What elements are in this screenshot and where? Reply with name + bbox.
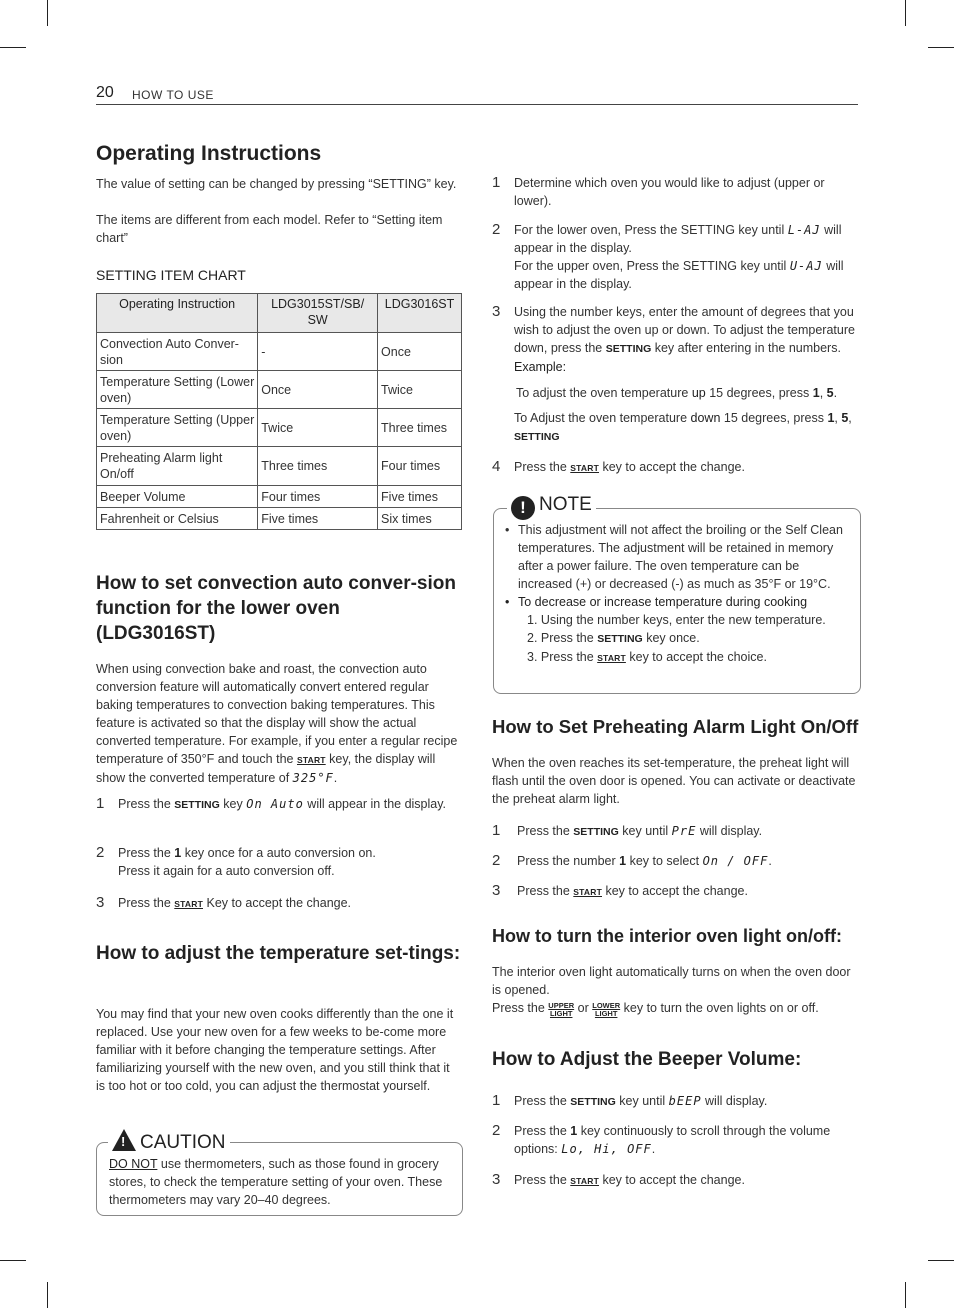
step-number: 2 [96, 844, 105, 861]
number-key: 1 [570, 1124, 578, 1138]
preheat-heading: How to Set Preheating Alarm Light On/Off [492, 716, 859, 737]
exclamation-icon: ! [511, 496, 535, 520]
step-text: Press the [514, 1173, 567, 1187]
table-cell: Six times [378, 508, 462, 530]
table-cell: Five times [378, 486, 462, 508]
setting-key-icon: SETTING [605, 343, 652, 355]
step-text: Press the [517, 884, 570, 898]
note-substep [505, 629, 853, 648]
table-cell: Twice [258, 409, 378, 447]
note-text: This adjustment will not affect the broiling or the Self Clean temperatures. The adjustment will be retained in memory after a power failure. The oven temperature can be increased (+) or decreased (-) as much as 35°F or 19°C. [518, 523, 843, 591]
setting-key-icon: SETTING [570, 1096, 616, 1108]
step-text: For the upper oven, Press the SETTING key until [514, 259, 787, 273]
note-substep: 1. Using the number keys, enter the new temperature. [527, 613, 826, 627]
setting-key-icon: SETTING [174, 799, 220, 811]
crop-mark [0, 1260, 26, 1261]
table-cell: Preheating Alarm light On/off [97, 447, 258, 486]
table-row [97, 371, 462, 409]
setting-item-chart [96, 293, 462, 530]
chart-heading: SETTING ITEM CHART [96, 267, 246, 283]
step-number: 3 [492, 303, 501, 320]
step-number: 1 [96, 795, 105, 812]
table-cell: Temperature Setting (Lower oven) [97, 371, 258, 409]
beeper-step-1 [492, 1092, 858, 1110]
light-instruction [492, 999, 858, 1018]
step-text: key once for a auto conversion on. [184, 846, 376, 860]
note-text: To decrease or increase temperature during cooking [518, 595, 808, 609]
step-number: 2 [492, 852, 501, 869]
convection-body: When using convection bake and roast, the convection auto conversion feature will automatically convert entered regular baking temperatures to convection baking temperatures. This feature is activated so that the display will show the actual converted temperature. For example, if you enter a regular recipe temperature of 350°F and touch the START key, the display will show the converted temperature of 325°F. [96, 662, 458, 785]
step-text: Press the [514, 460, 567, 474]
crop-mark [905, 0, 906, 26]
step-text: key to accept the change. [602, 1173, 745, 1187]
step-number: 2 [492, 221, 501, 238]
table-cell: Once [258, 371, 378, 409]
example-direction: down [690, 411, 721, 425]
display-readout: L-AJ [787, 223, 821, 237]
crop-mark [0, 47, 26, 48]
step-number: 1 [492, 1092, 501, 1109]
light-heading: How to turn the interior oven light on/off: [492, 926, 842, 946]
step-text: Press the [517, 824, 570, 838]
step-text: will display. [705, 1094, 768, 1108]
intro-text: The value of setting can be changed by pressing “SETTING” key. [96, 177, 457, 191]
page-title: Operating Instructions [96, 142, 322, 165]
start-key-icon: START [296, 755, 326, 765]
table-row [97, 486, 462, 508]
table-cell: Twice [378, 371, 462, 409]
step-text: key to accept the change. [605, 884, 748, 898]
lower-light-key-icon: LOWER LIGHT [592, 1001, 621, 1018]
step-number: 4 [492, 458, 501, 475]
adjust-heading: How to adjust the temperature set-tings: [96, 943, 461, 964]
step-text: key to select [629, 854, 700, 868]
upper-light-key-icon: UPPER LIGHT [548, 1001, 575, 1018]
crop-mark [47, 0, 48, 26]
step-number: 3 [492, 882, 501, 899]
table-cell: Three times [378, 409, 462, 447]
table-cell: Convection Auto Conver-sion [97, 333, 258, 371]
note-text: NOTE [539, 494, 592, 515]
table-cell: Three times [258, 447, 378, 486]
step-text: Press the [118, 797, 171, 811]
crop-mark [928, 1260, 954, 1261]
table-cell: Beeper Volume [97, 486, 258, 508]
table-cell: Once [378, 333, 462, 371]
table-header-row [97, 294, 462, 333]
beeper-step-2 [492, 1122, 858, 1158]
step-text: key continuously to scroll through the volume options: [514, 1124, 831, 1156]
intro-text: The items are different from each model. Refer to “Setting item chart” [96, 213, 443, 245]
beeper-step-3 [492, 1171, 858, 1189]
example-label: Example: [514, 360, 567, 374]
note-text: 3. Press the [527, 650, 594, 664]
display-readout: On Auto [246, 797, 304, 811]
table-row [97, 333, 462, 371]
step-text: Determine which oven you would like to adjust (upper or lower). [514, 176, 825, 208]
display-readout: Lo, Hi, OFF [561, 1142, 652, 1156]
page-header [96, 84, 858, 105]
step-text: key until [622, 824, 669, 838]
temp-display: 325°F [292, 771, 334, 785]
column-header: Operating Instruction [97, 294, 258, 333]
adjust-step-1 [492, 174, 858, 210]
step-number: 1 [492, 822, 501, 839]
setting-key-icon: SETTING [597, 633, 643, 645]
step-text: Press the [514, 1094, 567, 1108]
light-body: The interior oven light automatically turns on when the oven door is opened. [492, 965, 851, 997]
example-direction: up [691, 386, 706, 400]
example-up: To adjust the oven temperature up 15 degrees, press 1, 5. [516, 386, 838, 400]
step-text: will appear in the display. [514, 259, 844, 291]
body-text: Press the [492, 1001, 545, 1015]
step-text: . [768, 854, 772, 868]
step-text: Press the number [517, 854, 616, 868]
step-text: Press it again for a auto conversion off. [118, 864, 335, 878]
step-number: 3 [96, 894, 105, 911]
number-key: 1 [827, 411, 835, 425]
warning-icon: ! [112, 1129, 136, 1151]
step-text: Press the [118, 896, 171, 910]
note-text: key once. [646, 631, 700, 645]
convection-step-3 [96, 894, 462, 912]
adjust-step-2 [492, 221, 858, 293]
table-row [97, 409, 462, 447]
beeper-heading: How to Adjust the Beeper Volume: [492, 1049, 802, 1070]
crop-mark [47, 1282, 48, 1308]
number-key: 1 [812, 386, 820, 400]
example-text: To adjust the oven temperature [516, 386, 689, 400]
step-text: key to accept the change. [602, 460, 745, 474]
step-text: will appear in the display. [307, 797, 447, 811]
step-text: Using the number keys, enter the amount of degrees that you wish to adjust the oven up or down. To adjust the temperature down, press the [514, 305, 855, 355]
body-text: key to turn the oven lights on or off. [623, 1001, 819, 1015]
crop-mark [905, 1282, 906, 1308]
caution-label [108, 1129, 230, 1154]
note-text: 2. Press the [527, 631, 594, 645]
adjust-step-3 [492, 303, 858, 375]
body-text: When using convection bake and roast, the convection auto conversion feature will automatically convert entered regular baking temperatures to convection baking temperatures. This feature is activated so that the display will show the actual converted temperature. For example, if you enter a regular recipe temperature of 350°F and touch the [96, 662, 458, 766]
step-text: Key to accept the change. [206, 896, 352, 910]
step-number: 1 [492, 174, 501, 191]
setting-key-icon: SETTING [514, 431, 560, 443]
start-key-icon: START [597, 653, 626, 663]
step-number: 2 [492, 1122, 501, 1139]
number-key: 5 [841, 411, 849, 425]
number-key: 1 [619, 854, 627, 868]
note-substep [505, 648, 853, 667]
display-readout: On / OFF [702, 854, 769, 868]
example-down: To Adjust the oven temperature down 15 degrees, press 1, 5, SETTING [514, 411, 852, 443]
page-number: 20 [96, 84, 114, 101]
column-header: LDG3016ST [378, 294, 462, 333]
step-text: will display. [699, 824, 763, 838]
table-cell: Fahrenheit or Celsius [97, 508, 258, 530]
setting-key-icon: SETTING [573, 826, 619, 838]
step-text: Press the [514, 1124, 567, 1138]
note-bullet: • To decrease or increase temperature during cooking [505, 595, 808, 609]
preheat-step-2 [492, 852, 858, 870]
start-key-icon: START [570, 463, 599, 473]
section-title: HOW TO USE [132, 88, 214, 102]
convection-step-1 [96, 795, 462, 831]
preheat-step-3 [492, 882, 858, 900]
note-content [505, 521, 853, 667]
step-text: . [651, 1142, 656, 1156]
step-text: will appear in the display. [514, 223, 842, 255]
step-number: 3 [492, 1171, 501, 1188]
table-cell: Five times [258, 508, 378, 530]
caution-body [109, 1155, 454, 1209]
step-text: key after entering in the numbers. [654, 341, 841, 355]
table-cell: Four times [378, 447, 462, 486]
body-text: key, the display will show the converted temperature of [96, 752, 436, 785]
number-key: 5 [826, 386, 834, 400]
note-bullet: • This adjustment will not affect the broiling or the Self Clean temperatures. The adjustment will be retained in memory after a power failure. The oven temperature can be increased (+) or decreased (-) as much as 35°F or 19°C. [505, 523, 843, 591]
start-key-icon: START [573, 887, 602, 897]
step-text: key until [619, 1094, 666, 1108]
table-cell: Temperature Setting (Upper oven) [97, 409, 258, 447]
caution-emphasis: DO NOT [109, 1157, 158, 1171]
example-text: 15 degrees, press [709, 386, 810, 400]
table-cell: Four times [258, 486, 378, 508]
start-key-icon: START [174, 899, 203, 909]
note-label [507, 494, 596, 520]
caution-text: use thermometers, such as those found in grocery stores, to check the temperature setting of your oven. These thermometers may vary 20–40 degrees. [109, 1157, 443, 1207]
display-readout: U-AJ [789, 259, 823, 273]
body-text: or [577, 1001, 589, 1015]
convection-step-2 [96, 844, 462, 880]
example-text: To Adjust the oven temperature [514, 411, 688, 425]
caution-text: CAUTION [140, 1132, 226, 1153]
table-row [97, 508, 462, 530]
table-cell: - [258, 333, 378, 371]
crop-mark [928, 47, 954, 48]
preheat-step-1 [492, 822, 858, 840]
preheat-body: When the oven reaches its set-temperature, the preheat light will flash until the oven door is opened. You can activate or deactivate the preheat alarm light. [492, 756, 856, 806]
table-row [97, 447, 462, 486]
step-text: key [223, 797, 243, 811]
example-text: 15 degrees, press [723, 411, 824, 425]
convection-heading: How to set convection auto conver-sion function for the lower oven (LDG3016ST) [96, 573, 456, 644]
step-text: Press the [118, 846, 171, 860]
display-readout: bEEP [668, 1094, 702, 1108]
adjust-body: You may find that your new oven cooks differently than the one it replaced. Use your new oven for a few weeks to be-come more familiar with it before changing the temperature settings. After familiarizing yourself with the new oven, and you still think that it is too hot or too cold, you can adjust the thermostat yourself. [96, 1007, 454, 1093]
display-readout: PrE [671, 824, 697, 838]
note-text: key to accept the choice. [629, 650, 767, 664]
start-key-icon: START [570, 1176, 599, 1186]
adjust-step-4 [492, 458, 858, 476]
step-text: For the lower oven, Press the SETTING key until [514, 223, 785, 237]
column-header: LDG3015ST/SB/ SW [258, 294, 378, 333]
number-key: 1 [174, 846, 182, 860]
